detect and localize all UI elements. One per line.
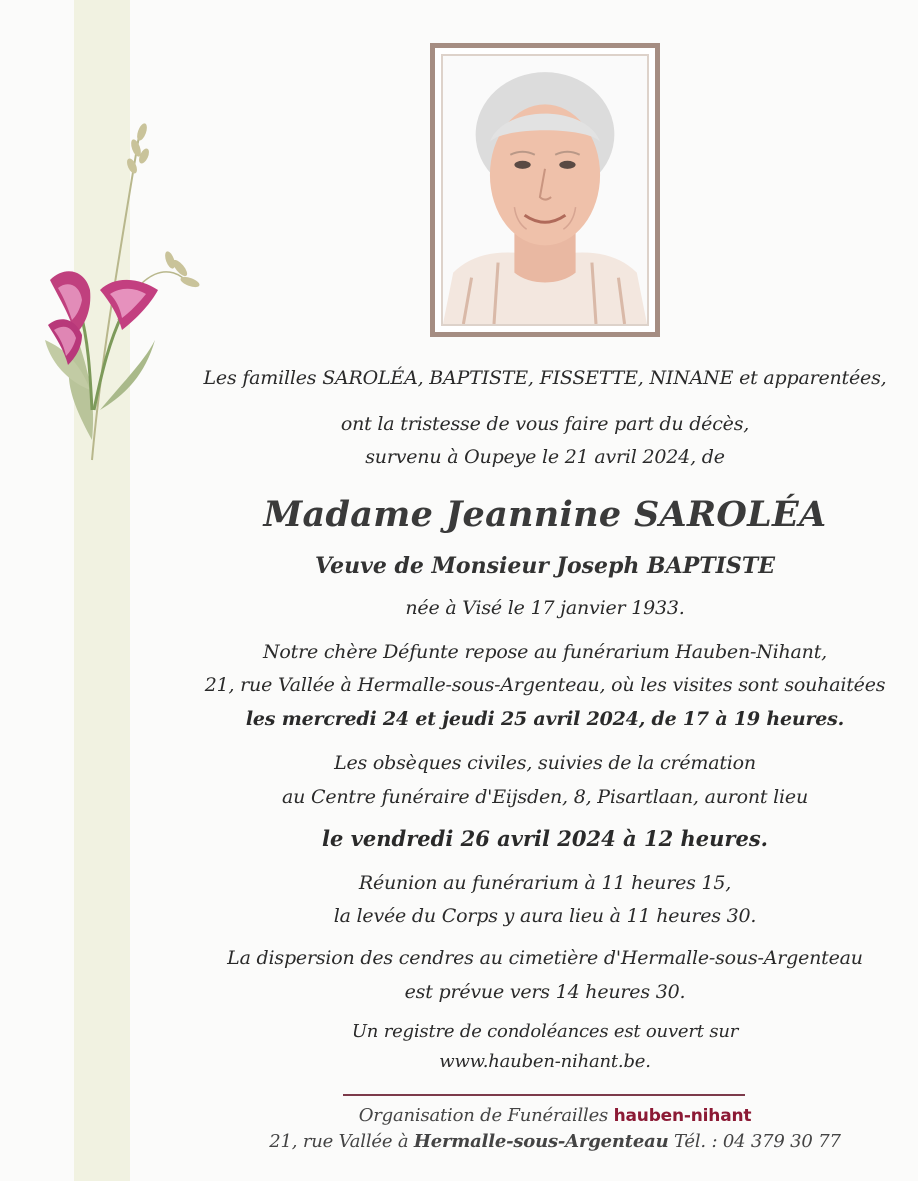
meeting-line-1: Réunion au funérarium à 11 heures 15, bbox=[358, 872, 732, 894]
footer-org bbox=[200, 1105, 910, 1126]
brand-logo: hauben-nihant bbox=[613, 1106, 752, 1126]
visit-dates: les mercredi 24 et jeudi 25 avril 2024, de 17 à 19 heures. bbox=[245, 708, 845, 730]
birth-line: née à Visé le 17 janvier 1933. bbox=[405, 597, 685, 619]
portrait-photo bbox=[441, 54, 649, 326]
portrait-frame bbox=[430, 43, 660, 337]
register-line: Un registre de condoléances est ouvert sur bbox=[351, 1021, 739, 1042]
org-label: Organisation de Funérailles bbox=[358, 1105, 609, 1126]
deceased-name: Madame Jeannine SAROLÉA bbox=[263, 494, 827, 535]
sadness-line: ont la tristesse de vous faire part du décès, bbox=[340, 413, 750, 435]
dispersal-line-2: est prévue vers 14 heures 30. bbox=[404, 981, 686, 1003]
funeral-line-2: au Centre funéraire d'Eijsden, 8, Pisartlaan, auront lieu bbox=[281, 786, 809, 808]
occurred-line: survenu à Oupeye le 21 avril 2024, de bbox=[365, 446, 725, 468]
funeral-line-1: Les obsèques civiles, suivies de la crémation bbox=[334, 752, 756, 774]
address-prefix: 21, rue Vallée à bbox=[269, 1131, 409, 1152]
register-url[interactable]: www.hauben-nihant.be. bbox=[439, 1051, 651, 1072]
rest-line-2: 21, rue Vallée à Hermalle-sous-Argenteau, où les visites sont souhaitées bbox=[204, 674, 886, 696]
footer-address bbox=[200, 1131, 910, 1152]
widow-of-line: Veuve de Monsieur Joseph BAPTISTE bbox=[315, 553, 775, 579]
rest-line-1: Notre chère Défunte repose au funérarium Hauben-Nihant, bbox=[262, 641, 827, 663]
funeral-date: le vendredi 26 avril 2024 à 12 heures. bbox=[322, 826, 768, 851]
dispersal-line-1: La dispersion des cendres au cimetière d'Hermalle-sous-Argenteau bbox=[227, 947, 863, 969]
phone-number: Tél. : 04 379 30 77 bbox=[674, 1131, 841, 1152]
footer-divider bbox=[343, 1094, 745, 1096]
address-town: Hermalle-sous-Argenteau bbox=[413, 1131, 669, 1152]
meeting-line-2: la levée du Corps y aura lieu à 11 heures 30. bbox=[333, 905, 757, 927]
families-line: Les familles SAROLÉA, BAPTISTE, FISSETTE, NINANE et apparentées, bbox=[203, 367, 887, 389]
